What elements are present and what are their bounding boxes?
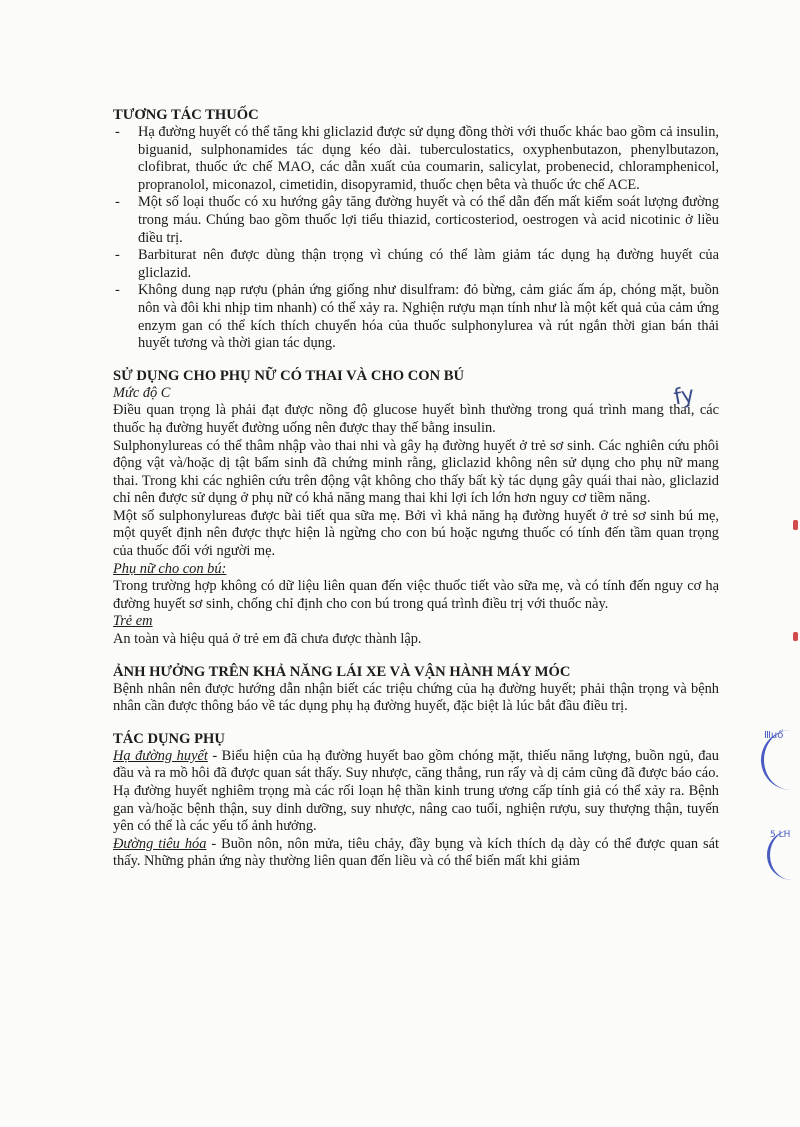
interaction-item: - Một số loại thuốc có xu hướng gây tăng đường huyết và có thể dẫn đến mất kiểm soát lượng đường trong máu. Chúng bao gồm thuốc lợi tiểu thiazid, corticosteriod, oestrogen và acid nicotinic ở liều điều trị. [113, 194, 719, 247]
breastfeeding-text: Trong trường hợp không có dữ liệu liên quan đến việc thuốc tiết vào sữa mẹ, và có tính đến nguy cơ hạ đường huyết sơ sinh, chống chỉ định cho con bú trong quá trình điều trị với thuốc này. [113, 578, 719, 612]
section-side-effects [113, 730, 719, 871]
handwritten-initials: fy [671, 382, 697, 411]
gastrointestinal-heading: Đường tiêu hóa [113, 835, 207, 852]
hypoglycemia-text: - Biểu hiện của hạ đường huyết bao gồm chóng mặt, thiếu năng lượng, buồn ngủ, đau đầu và ra mồ hôi đã được quan sát thấy. Suy nhược, căng thẳng, run rẩy và dị cảm cũng đã được báo cáo. Hạ đường huyết nghiêm trọng mà các rối loạn hệ thần kinh trung ương cấp tính giả có thể xảy ra. Bệnh gan và/hoặc bệnh thận, suy dinh dưỡng, suy nhược, nâng cao tuổi, nghiện rượu, suy thượng thận, tuyến yên có thể là các yếu tố ảnh hưởng. [113, 747, 719, 835]
stamp-text: 5 LH [770, 830, 791, 840]
hypoglycemia-paragraph [113, 748, 719, 836]
driving-text: Bệnh nhân nên được hướng dẫn nhận biết các triệu chứng của hạ đường huyết; phải thận trọng và bệnh nhân cần được thông báo về tác dụng phụ hạ đường huyết, đặc biệt là lúc bắt đầu điều trị. [113, 680, 719, 715]
document-page [113, 106, 719, 885]
section-title-driving: ẢNH HƯỞNG TRÊN KHẢ NĂNG LÁI XE VÀ VẬN HÀNH MÁY MÓC [113, 663, 571, 680]
interactions-list [113, 124, 719, 353]
stamp-edge [761, 730, 800, 790]
stamp-text: Ⅲuố [764, 730, 784, 741]
interaction-item: - Hạ đường huyết có thể tăng khi gliclazid được sử dụng đồng thời với thuốc khác bao gồm cả insulin, biguanid, sulphonamides tác dụng kéo dài. tuberculostatics, oxyphenbutazon, phenylbutazon, clofibrat, thuốc ức chế MAO, các dẫn xuất của coumarin, salicylat, probenecid, chloramphenicol, propranolol, miconazol, cimetidin, disopyramid, thuốc chẹn bêta và thuốc ức chế ACE. [113, 124, 719, 194]
hypoglycemia-heading: Hạ đường huyết [113, 747, 208, 764]
section-drug-interactions [113, 106, 719, 353]
interaction-item: - Không dung nạp rượu (phản ứng giống như disulfram: đỏ bừng, cảm giác ấm áp, chóng mặt, buồn nôn và đôi khi nhịp tim nhanh) có thể xảy ra. Nghiện rượu mạn tính như là một kết quả của cảm ứng enzym gan có thể kích thích chuyển hóa của thuốc sulphonylurea và rút ngắn thời gian bán thải huyết tương và thời gian tác dụng. [113, 282, 719, 352]
section-title-side-effects: TÁC DỤNG PHỤ [113, 730, 225, 747]
interaction-item: - Barbiturat nên được dùng thận trọng vì chúng có thể làm giảm tác dụng hạ đường huyết của gliclazid. [113, 247, 719, 282]
pregnancy-paragraph-2: Sulphonylureas có thể thâm nhập vào thai nhi và gây hạ đường huyết ở trẻ sơ sinh. Các nghiên cứu phôi động vật và/hoặc dị tật bẩm sinh đã chứng minh rằng, gliclazid không nên sử dụng cho phụ nữ mang thai. Trong khi các nghiên cứu trên động vật không cho thấy bất kỳ tác dụng gây quái thai nào, gliclazid chỉ nên được sử dụng ở phụ nữ có khả năng mang thai khi lợi ích lớn hơn nguy cơ tiềm năng. [113, 437, 719, 507]
children-text: An toàn và hiệu quả ở trẻ em đã chưa được thành lập. [113, 631, 422, 648]
section-driving [113, 663, 719, 716]
edge-red-mark [793, 632, 798, 641]
pregnancy-category: Mức độ C [113, 384, 171, 401]
section-title-interactions: TƯƠNG TÁC THUỐC [113, 107, 259, 123]
section-title-pregnancy: SỬ DỤNG CHO PHỤ NỮ CÓ THAI VÀ CHO CON BÚ [113, 367, 465, 384]
section-pregnancy-lactation [113, 367, 719, 649]
stamp-edge [767, 830, 800, 880]
edge-red-mark [793, 520, 798, 530]
pregnancy-paragraph-1: Điều quan trọng là phải đạt được nồng độ glucose huyết bình thường trong quá trình mang thai, các thuốc hạ đường huyết đường uống nên được thay thế bằng insulin. [113, 402, 719, 436]
gastrointestinal-text: - Buồn nôn, nôn mửa, tiêu chảy, đầy bụng và kích thích dạ dày có thể được quan sát thấy. Những phản ứng này thường liên quan đến liều và có thể biến mất khi giảm [113, 835, 719, 870]
gastrointestinal-paragraph [113, 836, 719, 871]
pregnancy-paragraph-3: Một số sulphonylureas được bài tiết qua sữa mẹ. Bởi vì khả năng hạ đường huyết ở trẻ sơ sinh bú mẹ, một quyết định nên được thực hiện là ngừng cho con bú hoặc ngưng thuốc có tính đến tầm quan trọng của thuốc đối với người mẹ. [113, 507, 719, 560]
breastfeeding-heading: Phụ nữ cho con bú: [113, 560, 227, 577]
children-heading: Trẻ em [113, 613, 153, 630]
